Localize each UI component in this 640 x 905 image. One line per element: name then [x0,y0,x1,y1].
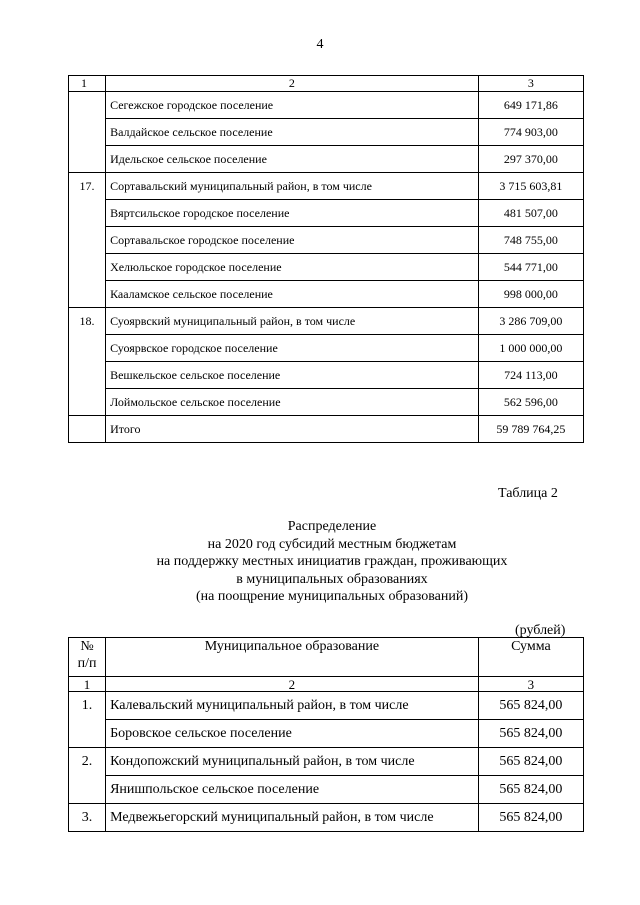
page-number: 4 [316,37,324,52]
municipality-name: Сегежское городское поселение [106,92,479,119]
title-line: Распределение [287,519,377,534]
row-number [69,254,106,281]
municipality-name: Вяртсильское городское поселение [106,200,479,227]
table-header-numbers [69,76,584,92]
header-number-line1: № [80,639,94,654]
table-row [69,308,584,335]
table-row [69,692,584,720]
amount: 544 771,00 [478,254,583,281]
municipality-name: Кондопожский муниципальный район, в том числе [106,748,479,776]
table-row [69,362,584,389]
row-number [69,92,106,119]
table-row [69,173,584,200]
title-line: (на поощрение муниципальных образований) [195,589,469,604]
amount: 998 000,00 [478,281,583,308]
row-number: 17. [69,173,106,200]
amount: 565 824,00 [478,692,583,720]
row-number: 2. [69,748,106,776]
municipality-name: Хелюльское городское поселение [106,254,479,281]
table-row [69,776,584,804]
table-row [69,335,584,362]
table-row [69,254,584,281]
amount: 565 824,00 [478,748,583,776]
amount: 748 755,00 [478,227,583,254]
unit-label: (рублей) [515,623,566,638]
table-row [69,92,584,119]
municipality-name: Сортавальский муниципальный район, в том числе [106,173,479,200]
municipality-name: Янишпольское сельское поселение [106,776,479,804]
table-title [0,518,640,606]
row-number [69,362,106,389]
column-number-3: 3 [478,677,583,692]
table-caption: Таблица 2 [498,486,558,501]
column-number-3: 3 [478,76,583,92]
column-number-1: 1 [69,76,106,92]
column-number-2: 2 [106,76,479,92]
total-row [69,416,584,443]
column-number-1: 1 [69,677,106,692]
title-line: в муниципальных образованиях [236,571,428,587]
amount: 774 903,00 [478,119,583,146]
amount: 481 507,00 [478,200,583,227]
row-number [69,227,106,254]
row-number: 18. [69,308,106,335]
table-header-numbers [69,677,584,692]
table-row [69,200,584,227]
total-amount: 59 789 764,25 [478,416,583,443]
header-municipality: Муниципальное образование [106,638,479,677]
header-number-line2: п/п [77,656,97,671]
table-row [69,804,584,832]
amount: 565 824,00 [478,720,583,748]
amount: 1 000 000,00 [478,335,583,362]
municipality-name: Кааламское сельское поселение [106,281,479,308]
row-number [69,335,106,362]
municipality-name: Боровское сельское поселение [106,720,479,748]
table-row [69,748,584,776]
row-number [69,720,106,748]
table-row [69,227,584,254]
subsidy-table-2 [68,637,584,832]
municipality-name: Вешкельское сельское поселение [106,362,479,389]
municipality-name: Медвежьегорский муниципальный район, в том числе [106,804,479,832]
column-number-2: 2 [106,677,479,692]
row-number [69,416,106,443]
municipality-name: Валдайское сельское поселение [106,119,479,146]
header-number [69,638,106,677]
municipality-name: Суоярвский муниципальный район, в том числе [106,308,479,335]
title-line: на 2020 год субсидий местным бюджетам [207,536,457,552]
row-number [69,146,106,173]
amount: 297 370,00 [478,146,583,173]
amount: 3 286 709,00 [478,308,583,335]
amount: 562 596,00 [478,389,583,416]
municipality-name: Калевальский муниципальный район, в том числе [106,692,479,720]
amount: 565 824,00 [478,776,583,804]
table-header [69,638,584,677]
municipality-name: Суоярвское городское поселение [106,335,479,362]
row-number: 3. [69,804,106,832]
row-number [69,200,106,227]
title-line: на поддержку местных инициатив граждан, проживающих [156,554,508,569]
table-row [69,720,584,748]
row-number [69,776,106,804]
table-row [69,119,584,146]
row-number [69,119,106,146]
amount: 724 113,00 [478,362,583,389]
row-number [69,281,106,308]
amount: 3 715 603,81 [478,173,583,200]
amount: 649 171,86 [478,92,583,119]
subsidy-table-continued [68,75,584,443]
amount: 565 824,00 [478,804,583,832]
table-row [69,281,584,308]
municipality-name: Лоймольское сельское поселение [106,389,479,416]
municipality-name: Сортавальское городское поселение [106,227,479,254]
table-row [69,146,584,173]
header-amount: Сумма [478,638,583,677]
row-number [69,389,106,416]
row-number: 1. [69,692,106,720]
municipality-name: Идельское сельское поселение [106,146,479,173]
table-row [69,389,584,416]
total-label: Итого [106,416,479,443]
